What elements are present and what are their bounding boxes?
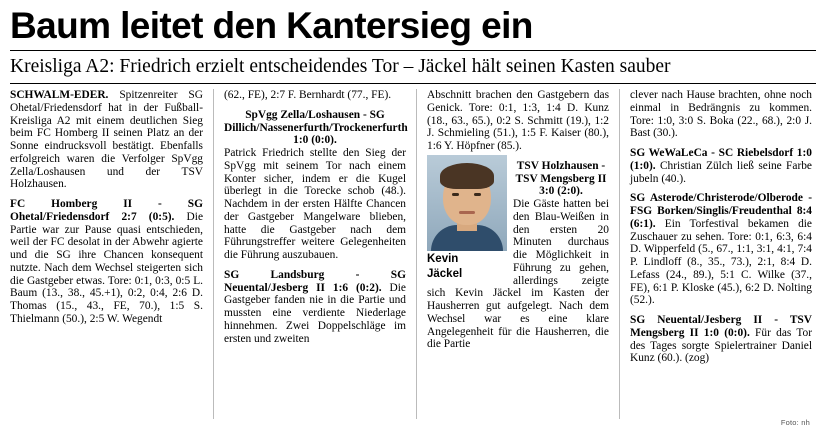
mouth-shape (459, 211, 475, 214)
hair-shape (440, 163, 494, 189)
column-1 (10, 89, 203, 419)
photo-caption-line1: Kevin (427, 252, 459, 265)
divider-second (10, 83, 816, 84)
match-report-asterode (630, 192, 812, 307)
match-report-wewaleca (630, 147, 812, 185)
match-text: Ein Torfestival bekamen die Zuschauer zu sehen. Tore: 0:1, 6:3, 6:4 D. Wipperfeld (5., 67., 1:1, 3:1, 4:1, 7:4 P. Lindloff (8., 35., 73.), 2:1, 8:4 D. Lefass (24., 89.), 5:1 C. Wilke (37., FE), 6:1 P. Kloske (45.), 6:2 D. Nolting (52.). (630, 217, 812, 307)
photo-figure (427, 155, 507, 281)
dateline: SCHWALM-EDER. (10, 89, 109, 101)
match-report-homberg (10, 198, 203, 326)
eye-left-shape (452, 193, 459, 196)
eye-right-shape (474, 193, 481, 196)
photo-credit: Foto: nh (780, 418, 810, 428)
lead-paragraph (10, 89, 203, 191)
match-title: TSV Holzhausen - TSV Mengsberg II 3:0 (2:0). (515, 159, 607, 198)
match-report-zella (224, 109, 406, 262)
match-report-landsburg (224, 269, 406, 346)
column-3 (416, 89, 609, 419)
continuation-text-1: (62., FE), 2:7 F. Bernhardt (77., FE). (224, 89, 392, 101)
continuation-text-2: Abschnitt brachen den Gastgebern das Genick. Tore: 0:1, 1:3, 1:4 D. Kunz (18., 63., 65.), 0:2 S. Schmitt (19.), 1:2 J. Schmieling (51.), 1:5 F. Kaiser (80.), 1:6 Y. Höpfner (85.). (427, 89, 609, 152)
column-4 (619, 89, 812, 428)
match-title: SG Asterode/Christerode/Olberode - FSG Borken/Singlis/Freudenthal 8:4 (6:1). (630, 192, 812, 230)
match-title: SpVgg Zella/Loshausen - SG Dillich/Nassenerfurth/Trockenerfurth 1:0 (0:0). (224, 108, 408, 147)
match-text: Patrick Friedrich stellte den Sieg der SpVgg mit seinem Tor nach einem Konter sicher, indem er die Kugel überlegt in die Torecke schob (48.). Nachdem in der ersten Hälfte Chancen der Gastgeber Mangelware blieben, hatte die Gastgeber nach dem Führungstreffer weitere Gelegenheiten die Führung auszubauen. (224, 147, 406, 261)
article-columns (10, 89, 816, 428)
match-text: Die Gäste hatten bei den Blau-Weißen in den ersten 20 Minuten durchaus die Möglichkeit in Führung zu gehen, allerdings zeigte sich Kevin Jäckel im Kasten der Hausherren gut aufgelegt. Nach dem Wechsel war es eine klare Angelegenheit für die Hausherren, die die Partie (427, 198, 609, 351)
portrait-photo (427, 155, 507, 251)
match-text: Die Partie war zur Pause quasi entschieden, weil der FC desolat in der Abwehr agierte und die SG ihre Chancen konsequent nutzte. Nach dem Wechsel steigerten sich die Gastgeber etwas. Tore: 0:1, 0:3, 0:5 L. Baum (13., 38., 45.+1), 0:2, 0:4, 2:6 D. Thomas (15., 43., FE, 70.), 1:5 S. Thielmann (50.), 2:5 W. Wegendt (10, 210, 204, 325)
match-title: SG WeWaLeCa - SC Riebelsdorf 1:0 (1:0). (630, 147, 812, 172)
match-title: SG Landsburg - SG Neuental/Jesberg II 1:6 (0:2). (224, 268, 406, 294)
match-text: Christian Zülch ließ seine Farbe jubeln (40.). (630, 159, 812, 185)
match-text: Die Gastgeber fanden nie in die Partie und mussten eine verdiente Niederlage hinnehmen. Zwei Doppelschläge im ersten und zweiten (224, 281, 406, 345)
match-report-neuental (630, 314, 812, 365)
column-2 (213, 89, 406, 419)
continuation-text-3: clever nach Hause brachten, ohne noch einmal in Bedrängnis zu kommen. Tore: 1:0, 3:0 S. Boka (22., 68.), 2:0 J. Bast (30.). (630, 89, 812, 140)
divider-top (10, 50, 816, 51)
match-text: Für das Tor des Tages sorgte Spielertrainer Daniel Kunz (60.). (zog) (630, 326, 812, 365)
page-title: Baum leitet den Kantersieg ein (10, 5, 533, 46)
lead-text: Spitzenreiter SG Ohetal/Friedensdorf hat in der Fußball-Kreisliga A2 mit einem deutlichen Sieg beim FC Homberg II seinen Platz an der Sonne eindrucksvoll bestätigt. Ebenfalls erfolgreich waren die Verfolger SpVgg Zella/Loshausen und der TSV Holzhausen. (10, 89, 203, 191)
photo-caption-line2: Jäckel (427, 267, 463, 280)
subheadline: Kreisliga A2: Friedrich erzielt entscheidendes Tor – Jäckel hält seinen Kasten sauber (10, 56, 671, 77)
match-title: FC Homberg II - SG Ohetal/Friedensdorf 2:7 (0:5). (10, 198, 203, 223)
match-title: SG Neuental/Jesberg II - TSV Mengsberg II 1:0 (0:0). (630, 314, 812, 339)
